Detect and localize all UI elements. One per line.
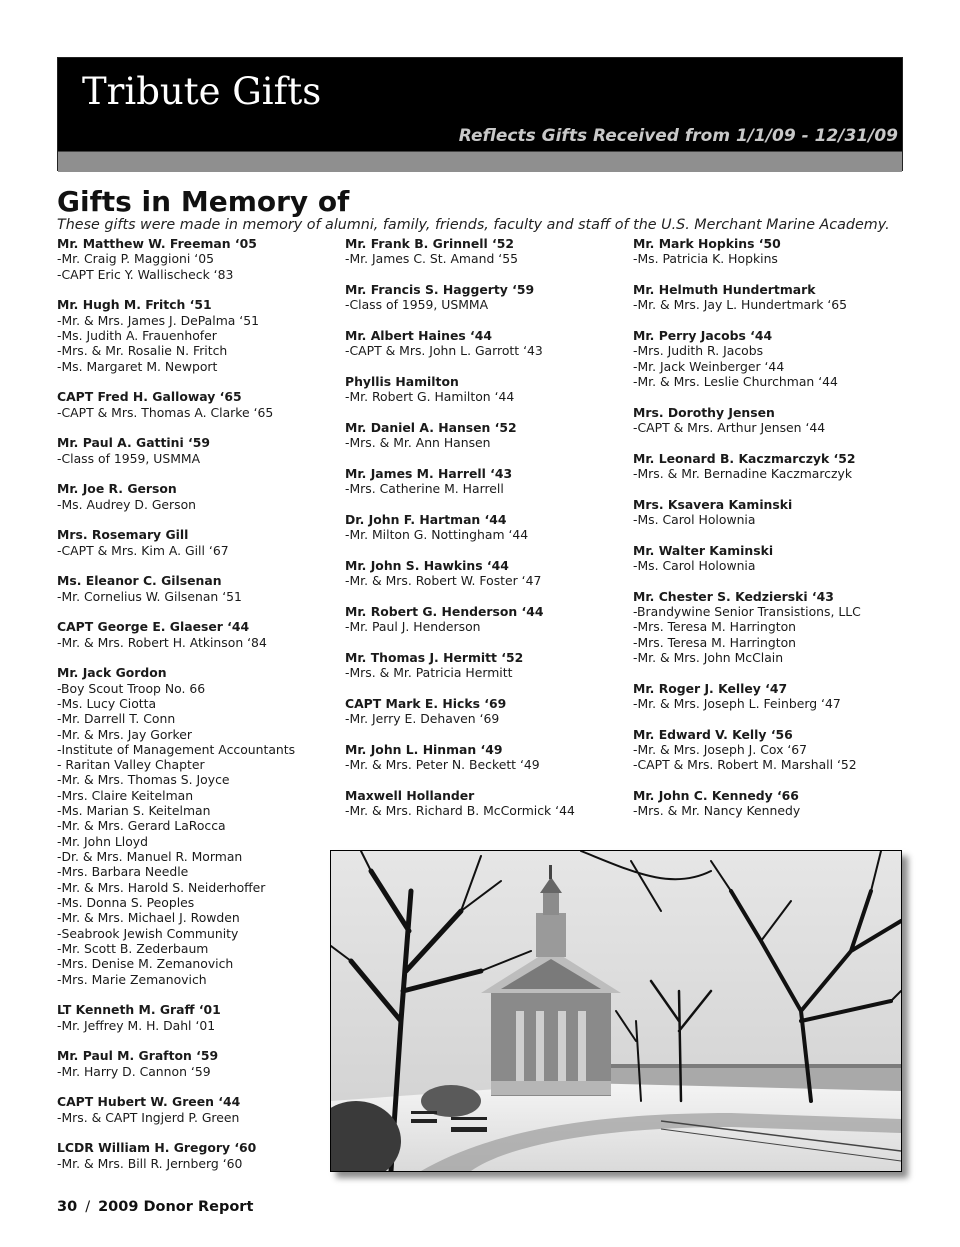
- tribute-column-3: [633, 236, 913, 834]
- banner-gray-band: [58, 151, 902, 172]
- tribute-entry: [57, 1140, 327, 1171]
- tribute-entry: [345, 650, 625, 681]
- tribute-entry: [345, 282, 625, 313]
- honoree-name: Mr. John L. Hinman ‘49: [345, 741, 503, 757]
- donor-name: -Mrs. & Mr. Nancy Kennedy: [633, 803, 801, 819]
- donor-name: -Ms. Audrey D. Gerson: [57, 496, 197, 512]
- tribute-entry: [633, 451, 913, 482]
- donor-name: - Raritan Valley Chapter: [57, 757, 205, 773]
- donor-name: -Mr. Jerry E. Dehaven ‘69: [345, 711, 500, 727]
- honoree-name: Mr. Hugh M. Fritch ‘51: [57, 297, 212, 313]
- donor-name: -Boy Scout Troop No. 66: [57, 680, 206, 696]
- donor-name: -Ms. Margaret M. Newport: [57, 358, 218, 374]
- donor-name: -Mr. & Mrs. Gerard LaRocca: [57, 818, 226, 834]
- footer-separator: /: [85, 1199, 91, 1215]
- donor-name: -CAPT Eric Y. Wallischeck ‘83: [57, 266, 234, 282]
- tribute-entry: [345, 512, 625, 543]
- honoree-name: Mr. Daniel A. Hansen ‘52: [345, 419, 517, 435]
- tribute-entry: [633, 788, 913, 819]
- date-range-subtitle: Reflects Gifts Received from 1/1/09 - 12/31/09: [458, 126, 898, 146]
- donor-name: -Mrs. & Mr. Bernadine Kaczmarczyk: [633, 465, 853, 481]
- honoree-name: CAPT Fred H. Galloway ‘65: [57, 389, 242, 405]
- donor-name: -Ms. Carol Holownia: [633, 511, 756, 527]
- tribute-entry: [57, 527, 327, 558]
- donor-name: -Mr. Jeffrey M. H. Dahl ‘01: [57, 1017, 216, 1033]
- tribute-entry: [57, 435, 327, 466]
- honoree-name: Mr. Roger J. Kelley ‘47: [633, 680, 788, 696]
- donor-name: -Mr. & Mrs. Jay Gorker: [57, 726, 192, 742]
- tribute-entry: [345, 236, 625, 267]
- honoree-name: Phyllis Hamilton: [345, 373, 459, 389]
- tribute-entry: [57, 297, 327, 374]
- honoree-name: Ms. Eleanor C. Gilsenan: [57, 573, 222, 589]
- donor-name: -Mr. Milton G. Nottingham ‘44: [345, 527, 529, 543]
- donor-name: -Class of 1959, USMMA: [57, 450, 201, 466]
- donor-name: -Mrs. Barbara Needle: [57, 864, 189, 880]
- donor-name: -Mrs. Teresa M. Harrington: [633, 634, 797, 650]
- tribute-entry: [345, 788, 625, 819]
- honoree-name: Mr. Frank B. Grinnell ‘52: [345, 236, 515, 251]
- tribute-column-1: [57, 236, 327, 1186]
- donor-name: -CAPT & Mrs. Kim A. Gill ‘67: [57, 542, 229, 558]
- donor-name: -Mr. Harry D. Cannon ‘59: [57, 1063, 211, 1079]
- donor-name: -Mrs. & Mr. Ann Hansen: [345, 435, 491, 451]
- honoree-name: Mr. Edward V. Kelly ‘56: [633, 726, 793, 742]
- tribute-entry: [633, 589, 913, 666]
- honoree-name: Mrs. Ksavera Kaminski: [633, 496, 793, 512]
- tribute-entry: [57, 1002, 327, 1033]
- chapel-winter-scene-illustration: [331, 851, 901, 1171]
- donor-name: -Mr. & Mrs. Thomas S. Joyce: [57, 772, 230, 788]
- donor-name: -Mr. & Mrs. Michael J. Rowden: [57, 910, 240, 926]
- campus-chapel-photo: [330, 850, 902, 1172]
- donor-name: -Mr. Cornelius W. Gilsenan ‘51: [57, 588, 242, 604]
- donor-name: -Mrs. Marie Zemanovich: [57, 971, 207, 987]
- donor-name: -Mr. & Mrs. Bill R. Jernberg ‘60: [57, 1155, 243, 1171]
- tribute-entry: [345, 328, 625, 359]
- honoree-name: Mr. Robert G. Henderson ‘44: [345, 603, 544, 619]
- page-footer: [57, 1199, 253, 1215]
- donor-name: -Mr. & Mrs. James J. DePalma ‘51: [57, 312, 259, 328]
- donor-name: -Mr. & Mrs. Robert W. Foster ‘47: [345, 573, 542, 589]
- donor-name: -Ms. Carol Holownia: [633, 557, 756, 573]
- honoree-name: Mr. Paul A. Gattini ‘59: [57, 435, 210, 451]
- donor-name: -Mr. Darrell T. Conn: [57, 711, 176, 727]
- donor-name: -Mrs. Judith R. Jacobs: [633, 343, 764, 359]
- honoree-name: Mr. Mark Hopkins ‘50: [633, 236, 781, 251]
- honoree-name: Mr. Matthew W. Freeman ‘05: [57, 236, 257, 251]
- donor-name: -Institute of Management Accountants: [57, 741, 296, 757]
- tribute-entry: [57, 619, 327, 650]
- tribute-entry: [57, 236, 327, 282]
- tribute-entry: [633, 543, 913, 574]
- honoree-name: Mr. Chester S. Kedzierski ‘43: [633, 588, 834, 604]
- section-intro: These gifts were made in memory of alumni, family, friends, faculty and staff of the U.S. Merchant Marine Academy.: [57, 217, 890, 233]
- tribute-entry: [345, 420, 625, 451]
- donor-name: -Mr. Scott B. Zederbaum: [57, 941, 209, 957]
- donor-name: -Mr. & Mrs. Joseph J. Cox ‘67: [633, 741, 808, 757]
- tribute-entry: [633, 497, 913, 528]
- section-heading: Gifts in Memory of: [57, 185, 350, 218]
- tribute-entry: [57, 1048, 327, 1079]
- donor-name: -CAPT & Mrs. Thomas A. Clarke ‘65: [57, 404, 274, 420]
- tribute-entry: [345, 604, 625, 635]
- honoree-name: Mr. Helmuth Hundertmark: [633, 281, 816, 297]
- honoree-name: Mr. Thomas J. Hermitt ‘52: [345, 649, 524, 665]
- donor-name: -Mrs. Claire Keitelman: [57, 787, 194, 803]
- donor-name: -Mr. & Mrs. Leslie Churchman ‘44: [633, 373, 838, 389]
- donor-name: -Mr. & Mrs. Harold S. Neiderhoffer: [57, 879, 266, 895]
- donor-name: -Mr. & Mrs. Joseph L. Feinberg ‘47: [633, 695, 841, 711]
- honoree-name: Mr. Walter Kaminski: [633, 542, 774, 558]
- donor-name: -Mrs. & Mr. Rosalie N. Fritch: [57, 343, 228, 359]
- honoree-name: LT Kenneth M. Graff ‘01: [57, 1002, 221, 1018]
- donor-name: -Brandywine Senior Transistions, LLC: [633, 603, 861, 619]
- donor-name: -Mr. Robert G. Hamilton ‘44: [345, 389, 515, 405]
- tribute-entry: [345, 742, 625, 773]
- honoree-name: Mr. Jack Gordon: [57, 665, 167, 681]
- donor-name: -Ms. Donna S. Peoples: [57, 895, 195, 911]
- donor-name: -Mr. John Lloyd: [57, 833, 148, 849]
- report-title: 2009 Donor Report: [98, 1199, 254, 1215]
- title-banner: [57, 57, 903, 171]
- donor-name: -Dr. & Mrs. Manuel R. Morman: [57, 849, 243, 865]
- donor-name: -Mrs. Teresa M. Harrington: [633, 619, 797, 635]
- tribute-entry: [345, 374, 625, 405]
- honoree-name: Mrs. Rosemary Gill: [57, 527, 189, 543]
- donor-name: -Mrs. & Mr. Patricia Hermitt: [345, 665, 513, 681]
- donor-name: -Mr. & Mrs. Robert H. Atkinson ‘84: [57, 634, 267, 650]
- honoree-name: CAPT George E. Glaeser ‘44: [57, 619, 250, 635]
- tribute-entry: [57, 389, 327, 420]
- donor-name: -Ms. Judith A. Frauenhofer: [57, 327, 217, 343]
- donor-name: -Seabrook Jewish Community: [57, 925, 239, 941]
- honoree-name: Mr. Francis S. Haggerty ‘59: [345, 281, 535, 297]
- honoree-name: Mr. Albert Haines ‘44: [345, 327, 492, 343]
- page-title: Tribute Gifts: [82, 70, 322, 113]
- honoree-name: Maxwell Hollander: [345, 787, 475, 803]
- tribute-entry: [633, 328, 913, 389]
- honoree-name: Mr. James M. Harrell ‘43: [345, 465, 513, 481]
- honoree-name: CAPT Hubert W. Green ‘44: [57, 1094, 241, 1110]
- honoree-name: Mrs. Dorothy Jensen: [633, 404, 775, 420]
- tribute-entry: [345, 696, 625, 727]
- tribute-entry: [633, 727, 913, 773]
- donor-name: -Ms. Lucy Ciotta: [57, 695, 157, 711]
- tribute-entry: [345, 466, 625, 497]
- tribute-entry: [57, 1094, 327, 1125]
- tribute-entry: [633, 282, 913, 313]
- donor-name: -Mr. & Mrs. Jay L. Hundertmark ‘65: [633, 297, 848, 313]
- tribute-entry: [633, 681, 913, 712]
- donor-name: -Mrs. Catherine M. Harrell: [345, 481, 504, 497]
- donor-name: -CAPT & Mrs. John L. Garrott ‘43: [345, 343, 543, 359]
- tribute-entry: [345, 558, 625, 589]
- tribute-entry: [57, 573, 327, 604]
- donor-name: -Ms. Patricia K. Hopkins: [633, 251, 778, 267]
- honoree-name: Mr. John S. Hawkins ‘44: [345, 557, 509, 573]
- donor-name: -Mr. Paul J. Henderson: [345, 619, 481, 635]
- donor-name: -CAPT & Mrs. Arthur Jensen ‘44: [633, 419, 826, 435]
- donor-name: -Mr. Craig P. Maggioni ‘05: [57, 251, 214, 267]
- honoree-name: Mr. Leonard B. Kaczmarczyk ‘52: [633, 450, 856, 466]
- donor-name: -CAPT & Mrs. Robert M. Marshall ‘52: [633, 757, 857, 773]
- donor-name: -Mr. & Mrs. Richard B. McCormick ‘44: [345, 803, 575, 819]
- tribute-entry: [57, 481, 327, 512]
- tribute-column-2: [345, 236, 625, 834]
- donor-name: -Mrs. Denise M. Zemanovich: [57, 956, 234, 972]
- donor-name: -Mrs. & CAPT Ingjerd P. Green: [57, 1109, 240, 1125]
- donor-name: -Class of 1959, USMMA: [345, 297, 489, 313]
- tribute-entry: [633, 405, 913, 436]
- honoree-name: Mr. John C. Kennedy ‘66: [633, 787, 799, 803]
- tribute-entry: [57, 665, 327, 987]
- honoree-name: Mr. Paul M. Grafton ‘59: [57, 1048, 219, 1064]
- donor-name: -Mr. James C. St. Amand ‘55: [345, 251, 518, 267]
- donor-name: -Mr. & Mrs. Peter N. Beckett ‘49: [345, 757, 540, 773]
- donor-name: -Ms. Marian S. Keitelman: [57, 803, 211, 819]
- donor-name: -Mr. Jack Weinberger ‘44: [633, 358, 785, 374]
- tribute-entry: [633, 236, 913, 267]
- honoree-name: Mr. Perry Jacobs ‘44: [633, 327, 773, 343]
- honoree-name: CAPT Mark E. Hicks ‘69: [345, 695, 507, 711]
- honoree-name: Mr. Joe R. Gerson: [57, 481, 177, 497]
- honoree-name: LCDR William H. Gregory ‘60: [57, 1140, 257, 1156]
- page-number: 30: [57, 1199, 78, 1215]
- donor-name: -Mr. & Mrs. John McClain: [633, 649, 784, 665]
- honoree-name: Dr. John F. Hartman ‘44: [345, 511, 507, 527]
